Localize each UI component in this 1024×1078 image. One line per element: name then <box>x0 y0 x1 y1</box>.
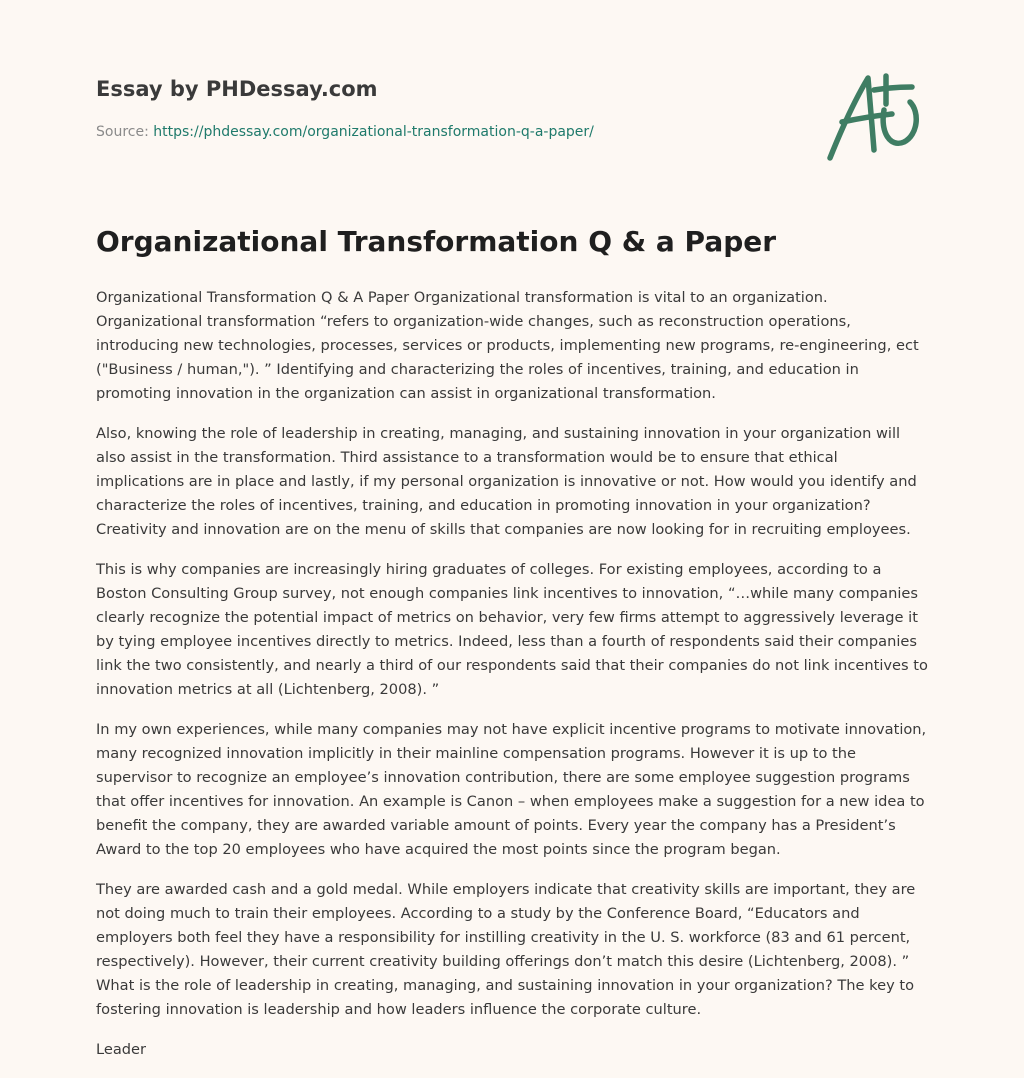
source-link[interactable]: https://phdessay.com/organizational-transformation-q-a-paper/ <box>153 124 594 140</box>
paragraph: In my own experiences, while many companies may not have explicit incentive programs to motivate innovation, many recognized innovation implicitly in their mainline compensation programs. However it is up to the supervisor to recognize an employee’s innovation contribution, there are some employee suggestion programs that offer incentives for innovation. An example is Canon – when employees make a suggestion for a new idea to benefit the company, they are awarded variable amount of points. Every year the company has a President’s Award to the top 20 employees who have acquired the most points since the program began. <box>96 721 927 858</box>
paragraph: Leader <box>96 1041 147 1058</box>
source-label: Source: <box>96 124 149 140</box>
article-body <box>96 286 928 1078</box>
paragraph: Organizational Transformation Q & A Paper Organizational transformation is vital to an organization. Organizational transformation “refers to organization-wide changes, such as reconstruction operations, introducing new technologies, processes, services or products, implementing new programs, re-engineering, ect ("Business / human,"). ” Identifying and characterizing the roles of incentives, training, and education in promoting innovation in the organization can assist in organizational transformation. <box>96 289 919 402</box>
article-title: Organizational Transformation Q & a Paper <box>96 225 777 258</box>
paragraph: This is why companies are increasingly hiring graduates of colleges. For existing employees, according to a Boston Consulting Group survey, not enough companies link incentives to innovation, “…while many companies clearly recognize the potential impact of metrics on behavior, very few firms attempt to aggressively leverage it by tying employee incentives directly to metrics. Indeed, less than a fourth of respondents said their companies link the two consistently, and nearly a third of our respondents said that their companies do not link incentives to innovation metrics at all (Lichtenberg, 2008). ” <box>96 561 928 698</box>
source-line <box>96 124 594 140</box>
brand-title: Essay by PHDessay.com <box>96 77 378 101</box>
paragraph: They are awarded cash and a gold medal. While employers indicate that creativity skills are important, they are not doing much to train their employees. According to a study by the Conference Board, “Educators and employers both feel they have a responsibility for instilling creativity in the U. S. workforce (83 and 61 percent, respectively). However, their current creativity building offerings don’t match this desire (Lichtenberg, 2008). ” What is the role of leadership in creating, managing, and sustaining innovation in your organization? The key to fostering innovation is leadership and how leaders influence the corporate culture. <box>96 881 916 1018</box>
paragraph: Also, knowing the role of leadership in creating, managing, and sustaining innovation in your organization will also assist in the transformation. Third assistance to a transformation would be to ensure that ethical implications are in place and lastly, if my personal organization is innovative or not. How would you identify and characterize the roles of incentives, training, and education in promoting innovation in your organization? Creativity and innovation are on the menu of skills that companies are now looking for in recruiting employees. <box>96 425 917 538</box>
a-plus-logo-icon <box>820 66 928 166</box>
